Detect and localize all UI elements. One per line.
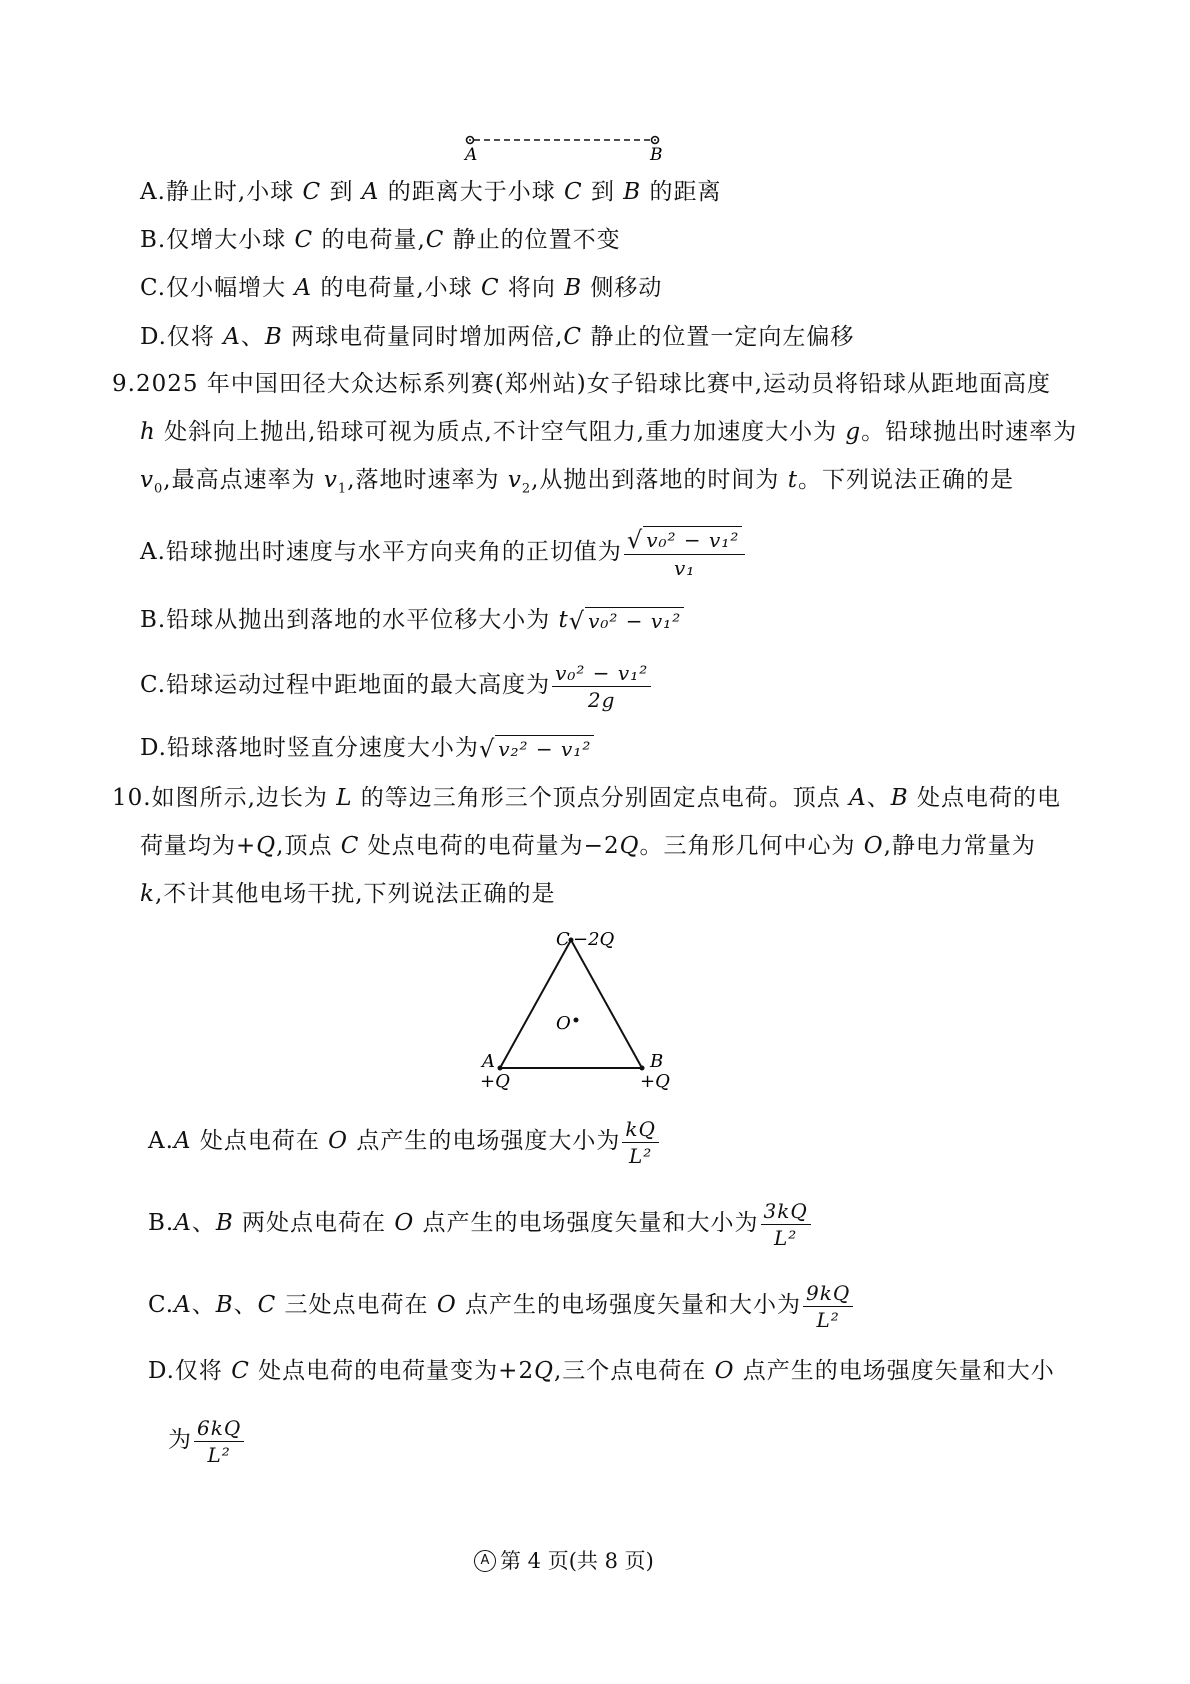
label-c: C [556,929,570,950]
page-number: 第 4 页(共 8 页) [500,1549,654,1573]
fraction: $\frac{6kQ}{\text{L²}}$ [194,1415,244,1468]
q9-stem-line2: h 处斜向上抛出,铅球可视为质点,不计空气阻力,重力加速度大小为 g。铅球抛出时速率为 [140,419,1078,445]
paper-version-mark: A [474,1550,496,1572]
q8-option-c: C.仅小幅增大 A 的电荷量,小球 C 将向 B 侧移动 [140,275,663,301]
figure-ab-line [455,128,675,168]
fraction: $\frac{\text{v₀² − v₁²}}{2g}$ [552,660,651,713]
equilateral-triangle [500,940,642,1068]
label-b: B [650,145,663,165]
vertex-b-dot [640,1066,645,1071]
q10-option-d-line2: 为 $\frac{6kQ}{\text{L²}}$ [168,1410,246,1470]
q9-stem-line1: 9.2025 年中国田径大众达标系列赛(郑州站)女子铅球比赛中,运动员将铅球从距地面高度 [112,371,1052,397]
charge-b: +Q [640,1071,670,1092]
fraction: $\frac{9kQ}{\text{L²}}$ [803,1280,853,1333]
label-b: B [650,1051,664,1072]
page-footer [474,1546,654,1576]
q9-option-b: B.铅球从抛出到落地的水平位移大小为 t √ v₀² − v₁² [140,604,684,636]
q10-option-b: B.A、B 两处点电荷在 O 点产生的电场强度矢量和大小为 $\frac{3kQ}{\text{L²}}$ [148,1193,813,1253]
q10-option-a: A.A 处点电荷在 O 点产生的电场强度大小为 $\frac{kQ}{\text{L²}}$ [148,1111,661,1171]
q10-stem-line2: 荷量均为+Q,顶点 C 处点电荷的电荷量为−2Q。三角形几何中心为 O,静电力常量为 [140,833,1036,859]
q9-option-d: D.铅球落地时竖直分速度大小为 √ v₂² − v₁² [140,732,594,764]
vertex-a-dot [498,1066,503,1071]
center-o-dot [574,1018,579,1023]
triangle-figure [470,925,680,1095]
q8-option-b: B.仅增大小球 C 的电荷量,C 静止的位置不变 [140,227,621,253]
q10-option-c: C.A、B、C 三处点电荷在 O 点产生的电场强度矢量和大小为 $\frac{9kQ}{\text{L²}}$ [148,1275,855,1335]
label-o: O [556,1013,571,1034]
q8-option-a: A.静止时,小球 C 到 A 的距离大于小球 C 到 B 的距离 [140,179,722,205]
q10-stem-line3: k,不计其他电场干扰,下列说法正确的是 [140,881,556,907]
q8-option-d: D.仅将 A、B 两球电荷量同时增加两倍,C 静止的位置一定向左偏移 [140,324,855,350]
charge-a: +Q [480,1071,510,1092]
label-a: A [482,1051,495,1072]
label-a: A [465,145,478,165]
q10-option-d-line1: D.仅将 C 处点电荷的电荷量变为+2Q,三个点电荷在 O 点产生的电场强度矢量和大小 [148,1358,1055,1384]
fraction: $\frac{kQ}{\text{L²}}$ [622,1116,659,1169]
fraction: $\frac{3kQ}{\text{L²}}$ [761,1198,811,1251]
fraction: √ v₀² − v₁² v₁ [624,525,745,581]
q9-option-a: A.铅球抛出时速度与水平方向夹角的正切值为 √ v₀² − v₁² v₁ [140,522,747,582]
q9-stem-line3: $v_0$,最高点速率为 $v_1$,落地时速率为 $v_2$,从抛出到落地的时间为 t。下列说法正确的是 [140,467,1014,497]
q10-stem-line1: 10.如图所示,边长为 L 的等边三角形三个顶点分别固定点电荷。顶点 A、B 处点电荷的电 [112,785,1061,811]
charge-c: −2Q [573,929,615,950]
q9-option-c: C.铅球运动过程中距地面的最大高度为 $\frac{\text{v₀² − v₁²}}{2g}$ [140,655,653,715]
